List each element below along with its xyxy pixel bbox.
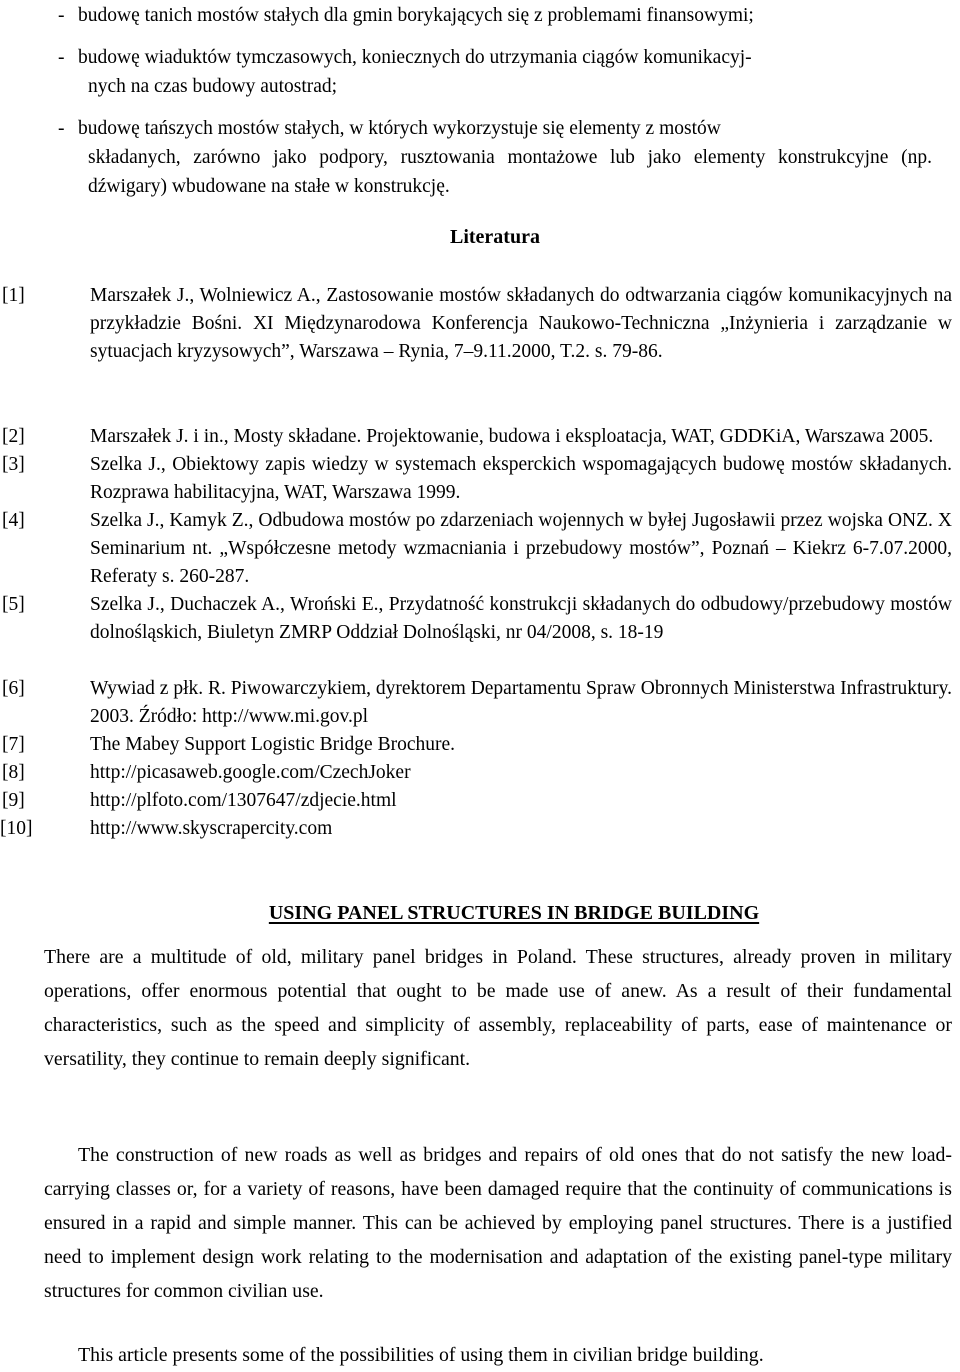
bullet-text: budowę tanich mostów stałych dla gmin borykających się z problemami finansowymi;	[78, 5, 754, 26]
reference-text: Szelka J., Duchaczek A., Wroński E., Przydatność konstrukcji składanych do odbudowy/przebudowy mostów dolnośląskich, Biuletyn ZMRP Oddział Dolnośląski, nr 04/2008, s. 18-19	[90, 594, 952, 643]
abstract-paragraph: This article presents some of the possibilities of using them in civilian bridge building.	[78, 1344, 764, 1366]
reference-text: Marszałek J. i in., Mosty składane. Projektowanie, budowa i eksploatacja, WAT, GDDKiA, Warszawa 2005.	[90, 426, 934, 447]
abstract-paragraph: The construction of new roads as well as bridges and repairs of old ones that do not satisfy the new load-carrying classes or, for a variety of reasons, have been damaged require that the continuity of communications is ensured in a rapid and simple manner. This can be achieved by employing panel structures. There is a justified need to implement design work relating to the modernisation and adaptation of the existing panel-type military structures for common civilian use.	[44, 1144, 952, 1302]
reference-number: [2]	[2, 426, 25, 447]
bullet-text-continued: składanych, zarówno jako podpory, rusztowania montażowe lub jako elementy konstrukcyjne (np. dźwigary) wbudowane na stałe w konstrukcję.	[88, 147, 932, 197]
reference-item	[0, 675, 952, 731]
reference-text: The Mabey Support Logistic Bridge Brochure.	[90, 734, 456, 755]
reference-number: [8]	[2, 762, 25, 783]
literature-heading: Literatura	[450, 226, 540, 248]
reference-text: Szelka J., Kamyk Z., Odbudowa mostów po zdarzeniach wojennych w byłej Jugosławii przez wojska ONZ. X Seminarium nt. „Współczesne metody wzmacniania i przebudowy mostów”, Poznań – Kiekrz 6-7.07.2000, Referaty s. 260-287.	[90, 510, 952, 587]
reference-number: [3]	[2, 454, 25, 475]
bullet-item	[58, 114, 932, 201]
reference-number: [4]	[2, 510, 25, 531]
bullet-dash: -	[58, 47, 65, 68]
reference-link[interactable]: http://picasaweb.google.com/CzechJoker	[90, 762, 411, 783]
reference-number: [10]	[0, 818, 33, 839]
abstract-paragraph: There are a multitude of old, military panel bridges in Poland. These structures, already proven in military operations, offer enormous potential that ought to be made use of anew. As a result of their fundamental characteristics, such as the speed and simplicity of assembly, replaceability of parts, ease of maintenance or versatility, they continue to remain deeply significant.	[44, 946, 952, 1070]
reference-item	[0, 815, 952, 843]
bullet-text: budowę tańszych mostów stałych, w których wykorzystuje się elementy z mostów	[78, 118, 721, 139]
bullet-dash: -	[58, 5, 65, 26]
reference-text: Szelka J., Obiektowy zapis wiedzy w systemach eksperckich wspomagających budowę mostów składanych. Rozprawa habilitacyjna, WAT, Warszawa 1999.	[90, 454, 952, 503]
bullet-dash: -	[58, 118, 65, 139]
reference-item	[0, 787, 952, 815]
bullet-item	[58, 43, 932, 101]
reference-item	[0, 507, 952, 591]
reference-item	[0, 591, 952, 647]
bullet-item	[58, 1, 932, 30]
abstract-heading: USING PANEL STRUCTURES IN BRIDGE BUILDING	[268, 902, 760, 924]
bullet-text: budowę wiaduktów tymczasowych, koniecznych do utrzymania ciągów komunikacyj-	[78, 47, 752, 68]
reference-item	[0, 423, 952, 451]
reference-number: [5]	[2, 594, 25, 615]
reference-text: Wywiad z płk. R. Piwowarczykiem, dyrektorem Departamentu Spraw Obronnych Ministerstwa Infrastruktury. 2003. Źródło: http://www.mi.gov.pl	[90, 678, 952, 727]
reference-item	[0, 451, 952, 507]
reference-number: [1]	[2, 285, 25, 306]
reference-item	[0, 759, 952, 787]
reference-link[interactable]: http://plfoto.com/1307647/zdjecie.html	[90, 790, 397, 811]
reference-text: Marszałek J., Wolniewicz A., Zastosowanie mostów składanych do odtwarzania ciągów komunikacyjnych na przykładzie Bośni. XI Międzynarodowa Konferencja Naukowo-Techniczna „Inżynieria i zarządzanie w sytuacjach kryzysowych”, Warszawa – Rynia, 7–9.11.2000, T.2. s. 79-86.	[90, 285, 952, 362]
reference-number: [9]	[2, 790, 25, 811]
reference-item	[0, 731, 952, 759]
reference-number: [6]	[2, 678, 25, 699]
bullet-text-continued: nych na czas budowy autostrad;	[88, 76, 338, 97]
reference-link[interactable]: http://www.skyscrapercity.com	[90, 818, 333, 839]
reference-item	[0, 282, 952, 366]
reference-number: [7]	[2, 734, 25, 755]
